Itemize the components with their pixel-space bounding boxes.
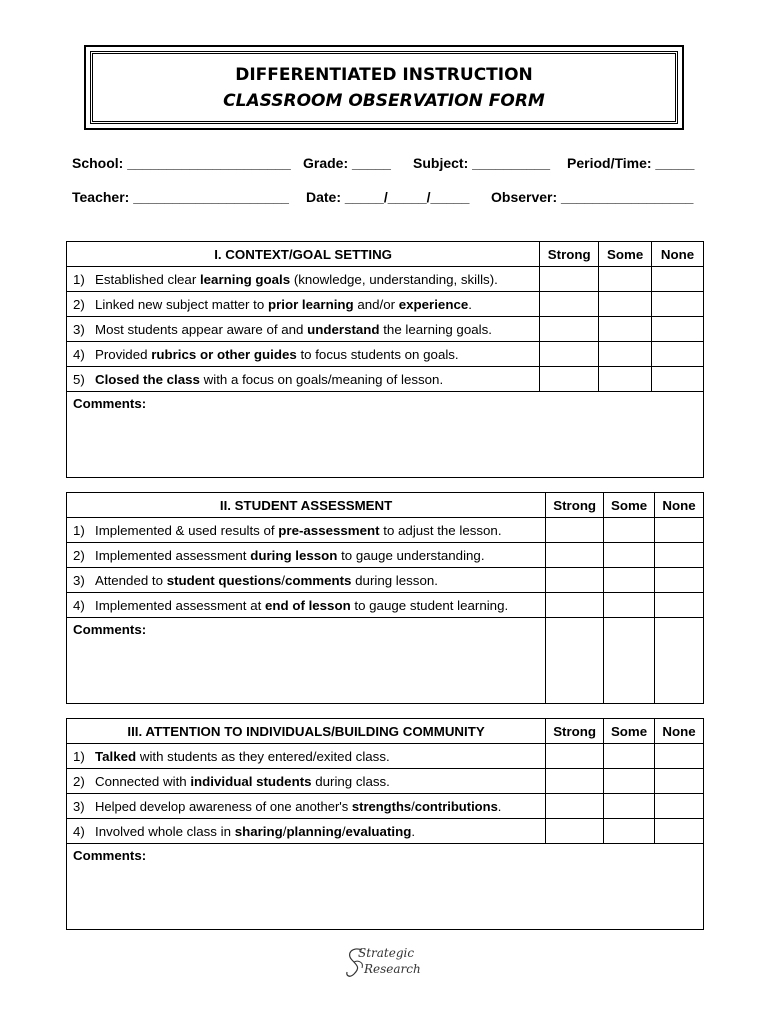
- rating-none-header: None: [655, 493, 704, 518]
- criterion-text: 3) Attended to student questions/comments during lesson.: [67, 568, 546, 593]
- some-cell[interactable]: [599, 367, 652, 392]
- none-cell[interactable]: [655, 518, 704, 543]
- section-heading: III. ATTENTION TO INDIVIDUALS/BUILDING COMMUNITY: [67, 719, 546, 744]
- strong-cell[interactable]: [540, 292, 599, 317]
- table-row: [67, 518, 704, 543]
- some-cell[interactable]: [604, 819, 655, 844]
- strategic-research-logo: [344, 944, 434, 982]
- form-subtitle: CLASSROOM OBSERVATION FORM: [223, 90, 545, 111]
- table-row: [67, 317, 704, 342]
- none-cell[interactable]: [652, 292, 704, 317]
- none-cell[interactable]: [652, 317, 704, 342]
- section-table: [66, 241, 704, 478]
- criterion-text: 1) Established clear learning goals (knowledge, understanding, skills).: [67, 267, 540, 292]
- table-row: [67, 819, 704, 844]
- table-row: [67, 794, 704, 819]
- criterion-text: 4) Implemented assessment at end of lesson to gauge student learning.: [67, 593, 546, 618]
- none-cell[interactable]: [655, 543, 704, 568]
- criterion-text: 4) Involved whole class in sharing/planning/evaluating.: [67, 819, 546, 844]
- comments-area[interactable]: [67, 844, 704, 930]
- strong-cell[interactable]: [546, 593, 604, 618]
- grade-field[interactable]: Grade: _____: [303, 155, 391, 171]
- strong-cell[interactable]: [540, 367, 599, 392]
- some-cell[interactable]: [604, 593, 655, 618]
- logo-line-1: Strategic: [358, 946, 415, 960]
- subject-field[interactable]: Subject: __________: [413, 155, 550, 171]
- strong-cell[interactable]: [546, 744, 604, 769]
- section-heading: I. CONTEXT/GOAL SETTING: [67, 242, 540, 267]
- rating-some-header: Some: [599, 242, 652, 267]
- comments-label: Comments:: [73, 622, 147, 637]
- none-cell[interactable]: [655, 794, 704, 819]
- rating-strong-header: Strong: [546, 493, 604, 518]
- table-row: [67, 593, 704, 618]
- table-row: [67, 292, 704, 317]
- rating-none-header: None: [652, 242, 704, 267]
- none-cell[interactable]: [655, 593, 704, 618]
- rating-some-header: Some: [604, 493, 655, 518]
- strong-cell[interactable]: [540, 267, 599, 292]
- strong-cell[interactable]: [546, 543, 604, 568]
- some-cell[interactable]: [604, 794, 655, 819]
- criterion-text: 3) Helped develop awareness of one another's strengths/contributions.: [67, 794, 546, 819]
- none-cell[interactable]: [652, 342, 704, 367]
- table-row: [67, 367, 704, 392]
- rating-strong-header: Strong: [540, 242, 599, 267]
- rating-none-header: None: [655, 719, 704, 744]
- strong-cell[interactable]: [546, 568, 604, 593]
- some-cell[interactable]: [599, 342, 652, 367]
- some-cell[interactable]: [604, 618, 655, 704]
- none-cell[interactable]: [655, 744, 704, 769]
- section-heading: II. STUDENT ASSESSMENT: [67, 493, 546, 518]
- strong-cell[interactable]: [540, 317, 599, 342]
- criterion-text: 1) Talked with students as they entered/exited class.: [67, 744, 546, 769]
- none-cell[interactable]: [655, 618, 704, 704]
- some-cell[interactable]: [604, 769, 655, 794]
- rating-strong-header: Strong: [546, 719, 604, 744]
- comments-label: Comments:: [73, 848, 147, 863]
- title-box: [84, 45, 684, 130]
- some-cell[interactable]: [604, 543, 655, 568]
- strong-cell[interactable]: [546, 618, 604, 704]
- none-cell[interactable]: [655, 819, 704, 844]
- strong-cell[interactable]: [546, 794, 604, 819]
- logo-line-2: Research: [364, 962, 421, 976]
- table-row: [67, 342, 704, 367]
- school-field[interactable]: School: _____________________: [72, 155, 291, 171]
- table-row: [67, 568, 704, 593]
- table-row: [67, 267, 704, 292]
- some-cell[interactable]: [604, 568, 655, 593]
- some-cell[interactable]: [604, 518, 655, 543]
- criterion-text: 1) Implemented & used results of pre-assessment to adjust the lesson.: [67, 518, 546, 543]
- none-cell[interactable]: [652, 267, 704, 292]
- criterion-text: 4) Provided rubrics or other guides to focus students on goals.: [67, 342, 540, 367]
- criterion-text: 3) Most students appear aware of and understand the learning goals.: [67, 317, 540, 342]
- period-field[interactable]: Period/Time: _____: [567, 155, 695, 171]
- comments-label: Comments:: [73, 396, 147, 411]
- none-cell[interactable]: [655, 769, 704, 794]
- some-cell[interactable]: [599, 267, 652, 292]
- criterion-text: 5) Closed the class with a focus on goals/meaning of lesson.: [67, 367, 540, 392]
- table-row: [67, 769, 704, 794]
- observer-field[interactable]: Observer: _________________: [491, 189, 694, 205]
- some-cell[interactable]: [599, 317, 652, 342]
- comments-area[interactable]: [67, 392, 704, 478]
- table-row: [67, 744, 704, 769]
- form-title: DIFFERENTIATED INSTRUCTION: [235, 64, 533, 85]
- some-cell[interactable]: [604, 744, 655, 769]
- none-cell[interactable]: [652, 367, 704, 392]
- strong-cell[interactable]: [546, 819, 604, 844]
- criterion-text: 2) Implemented assessment during lesson to gauge understanding.: [67, 543, 546, 568]
- section-table: [66, 492, 704, 704]
- comments-area[interactable]: [67, 618, 546, 704]
- criterion-text: 2) Linked new subject matter to prior learning and/or experience.: [67, 292, 540, 317]
- date-field[interactable]: Date: _____/_____/_____: [306, 189, 470, 205]
- teacher-field[interactable]: Teacher: ____________________: [72, 189, 289, 205]
- strong-cell[interactable]: [540, 342, 599, 367]
- rating-some-header: Some: [604, 719, 655, 744]
- section-table: [66, 718, 704, 930]
- some-cell[interactable]: [599, 292, 652, 317]
- table-row: [67, 543, 704, 568]
- strong-cell[interactable]: [546, 518, 604, 543]
- criterion-text: 2) Connected with individual students during class.: [67, 769, 546, 794]
- strong-cell[interactable]: [546, 769, 604, 794]
- none-cell[interactable]: [655, 568, 704, 593]
